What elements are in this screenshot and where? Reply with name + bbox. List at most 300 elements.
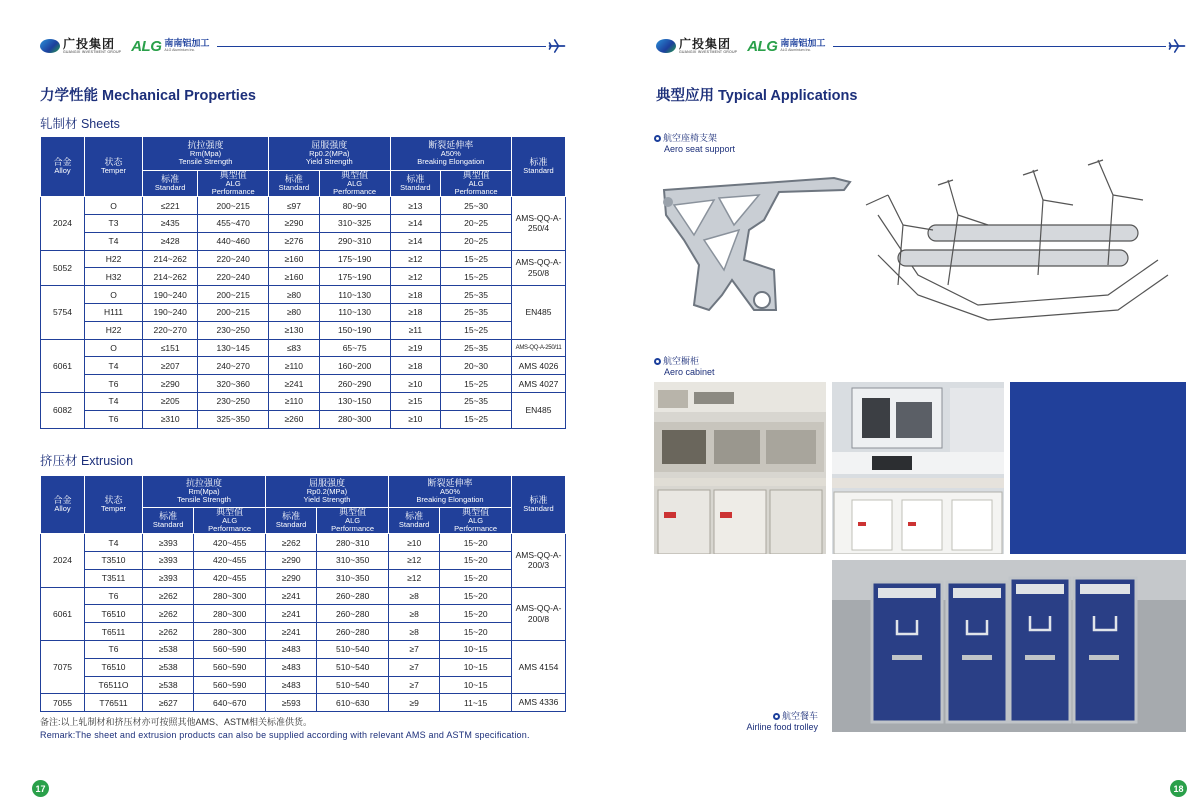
standard-cell: AMS 4336 <box>512 694 566 712</box>
performance-subheader-brand: ALG <box>225 179 241 189</box>
table-row <box>41 232 566 250</box>
elongation-standard-cell: ≥15 <box>390 392 441 410</box>
elongation-standard-cell: ≥18 <box>390 303 441 321</box>
yield-standard-cell: ≥110 <box>269 392 320 410</box>
group-logo <box>40 38 121 55</box>
yield-standard-cell: ≥593 <box>265 694 316 712</box>
elongation-standard-cell: ≥8 <box>388 605 439 623</box>
alloy-header-en: Alloy <box>54 504 71 514</box>
elongation-performance-cell: 15~25 <box>441 321 512 339</box>
food-trolley-cn: 航空餐车 <box>781 711 818 721</box>
elongation-performance-cell: 25~35 <box>441 303 512 321</box>
temper-cell: H32 <box>85 268 143 286</box>
standard-subheader-cn: 标准 <box>284 173 303 184</box>
seat-frame-drawing-image <box>858 155 1188 325</box>
performance-subheader-cn: 典型值 <box>219 170 247 180</box>
alloy-cell: 5052 <box>41 250 85 286</box>
yield-performance-cell: 260~280 <box>317 605 389 623</box>
yield-performance-cell: 110~130 <box>319 286 390 304</box>
page-number: 18 <box>1170 780 1187 797</box>
tensile-performance-cell: 420~455 <box>194 551 266 569</box>
tensile-performance-cell: 130~145 <box>198 339 269 357</box>
tensile-performance-cell: 230~250 <box>198 392 269 410</box>
elongation-header-unit: A50% <box>439 487 460 497</box>
table-row <box>41 551 566 569</box>
standard-header <box>512 137 566 197</box>
galley-photo-1 <box>654 382 826 554</box>
standard-subheader-cn: 标准 <box>161 173 180 184</box>
table-row <box>41 534 566 552</box>
elongation-standard-cell: ≥11 <box>390 321 441 339</box>
performance-subheader-brand: ALG <box>345 516 361 526</box>
temper-cell: T6511O <box>85 676 143 694</box>
elongation-performance-cell: 11~15 <box>440 694 512 712</box>
standard-subheader-en: Standard <box>400 183 431 193</box>
elongation-standard-cell: ≥13 <box>390 197 441 215</box>
remark-en: Remark:The sheet and extrusion products can also be supplied according with relevant AMS and ASTM specification. <box>40 730 530 741</box>
remark-note <box>40 716 530 742</box>
standard-subheader-en: Standard <box>398 520 430 530</box>
performance-subheader-brand: ALG <box>468 179 484 189</box>
performance-subheader <box>319 171 390 197</box>
standard-subheader-cn: 标准 <box>406 173 425 184</box>
airplane-icon <box>1168 37 1186 55</box>
tensile-performance-cell: 440~460 <box>198 232 269 250</box>
temper-header-cn: 状态 <box>104 156 123 167</box>
temper-cell: T6 <box>85 375 143 393</box>
temper-cell: T3510 <box>85 551 143 569</box>
tensile-performance-cell: 220~240 <box>198 250 269 268</box>
aero-cabinet-cn: 航空橱柜 <box>663 356 700 366</box>
yield-standard-cell: ≥262 <box>265 534 316 552</box>
standard-cell: AMS 4026 <box>512 357 566 375</box>
sheets-table <box>40 136 566 429</box>
performance-subheader-en: Performance <box>454 187 498 197</box>
elongation-performance-cell: 20~30 <box>441 357 512 375</box>
seat-support-en: Aero seat support <box>664 144 736 155</box>
yield-standard-cell: ≥160 <box>269 250 320 268</box>
group-logo-cn: 广投集团 <box>679 36 732 51</box>
performance-subheader-en: Performance <box>208 524 252 534</box>
standard-subheader <box>269 171 320 197</box>
elongation-standard-cell: ≥7 <box>388 640 439 658</box>
tensile-performance-cell: 280~300 <box>194 623 266 641</box>
tensile-performance-cell: 420~455 <box>194 534 266 552</box>
alloy-cell: 2024 <box>41 197 85 250</box>
tensile-standard-cell: ≥205 <box>143 392 198 410</box>
temper-header-cn: 状态 <box>104 494 123 505</box>
standard-subheader-en: Standard <box>152 520 184 530</box>
elongation-performance-cell: 10~15 <box>440 658 512 676</box>
tensile-standard-cell: ≥538 <box>143 640 194 658</box>
alg-logo-cn: 南南铝加工 <box>164 38 210 49</box>
yield-performance-cell: 310~350 <box>317 551 389 569</box>
standard-subheader-en: Standard <box>275 520 307 530</box>
elongation-header <box>390 137 511 171</box>
standard-subheader <box>388 508 439 534</box>
tensile-performance-cell: 280~300 <box>194 587 266 605</box>
yield-header-cn: 屈服强度 <box>311 139 348 150</box>
yield-performance-cell: 310~325 <box>319 214 390 232</box>
standard-header-en: Standard <box>523 166 554 176</box>
header-rule <box>833 46 1166 47</box>
elongation-standard-cell: ≥8 <box>388 587 439 605</box>
table-row <box>41 587 566 605</box>
elongation-performance-cell: 25~35 <box>441 339 512 357</box>
yield-header-cn: 屈服强度 <box>308 477 345 488</box>
aero-cabinet-label <box>654 356 715 379</box>
alg-logo <box>131 38 209 55</box>
elongation-performance-cell: 15~20 <box>440 534 512 552</box>
table-row <box>41 658 566 676</box>
tensile-performance-cell: 560~590 <box>194 658 266 676</box>
yield-performance-cell: 260~280 <box>317 623 389 641</box>
elongation-standard-cell: ≥7 <box>388 676 439 694</box>
table-row <box>41 569 566 587</box>
group-logo-cn: 广投集团 <box>63 36 116 51</box>
temper-cell: T6 <box>85 640 143 658</box>
standard-cell: AMS-QQ-A-200/8 <box>512 587 566 640</box>
table-row <box>41 303 566 321</box>
performance-subheader <box>441 171 512 197</box>
extrusion-title: 挤压材 Extrusion <box>40 454 134 468</box>
elongation-performance-cell: 15~25 <box>441 375 512 393</box>
temper-cell: T76511 <box>85 694 143 712</box>
group-logo-icon <box>656 39 676 53</box>
yield-standard-cell: ≥290 <box>265 551 316 569</box>
seat-support-label <box>654 133 735 156</box>
standard-subheader <box>265 508 316 534</box>
performance-subheader-en: Performance <box>333 187 377 197</box>
yield-performance-cell: 310~350 <box>317 569 389 587</box>
standard-subheader-en: Standard <box>154 183 186 193</box>
yield-standard-cell: ≥241 <box>265 605 316 623</box>
table-row <box>41 392 566 410</box>
alg-logo-cn: 南南铝加工 <box>780 38 826 49</box>
temper-cell: O <box>85 286 143 304</box>
performance-subheader-cn: 典型值 <box>339 507 367 517</box>
standard-subheader-cn: 标准 <box>159 510 178 521</box>
yield-header-en: Yield Strength <box>305 157 353 167</box>
bullet-icon <box>773 713 780 720</box>
temper-cell: O <box>85 339 143 357</box>
alloy-cell: 7055 <box>41 694 85 712</box>
page-header <box>656 34 1186 58</box>
tensile-performance-cell: 280~300 <box>194 605 266 623</box>
elongation-standard-cell: ≥12 <box>390 268 441 286</box>
temper-cell: T4 <box>85 232 143 250</box>
temper-cell: H22 <box>85 250 143 268</box>
elongation-standard-cell: ≥10 <box>390 410 441 428</box>
yield-performance-cell: 110~130 <box>319 303 390 321</box>
yield-standard-cell: ≥290 <box>265 569 316 587</box>
group-logo-icon <box>40 39 60 53</box>
table-row <box>41 321 566 339</box>
tensile-standard-cell: ≥393 <box>143 569 194 587</box>
elongation-performance-cell: 15~25 <box>441 250 512 268</box>
standard-subheader-en: Standard <box>278 183 310 193</box>
elongation-performance-cell: 20~25 <box>441 214 512 232</box>
food-trolley-en: Airline food trolley <box>746 722 818 733</box>
tensile-standard-cell: ≥262 <box>143 623 194 641</box>
tensile-performance-cell: 320~360 <box>198 375 269 393</box>
yield-performance-cell: 130~150 <box>319 392 390 410</box>
alloy-cell: 6082 <box>41 392 85 428</box>
tensile-standard-cell: ≥393 <box>143 534 194 552</box>
yield-performance-cell: 175~190 <box>319 268 390 286</box>
yield-header-en: Yield Strength <box>303 495 351 505</box>
table-row <box>41 623 566 641</box>
food-trolley-label <box>710 711 818 734</box>
yield-performance-cell: 80~90 <box>319 197 390 215</box>
yield-standard-cell: ≥241 <box>265 623 316 641</box>
tensile-header <box>143 476 266 508</box>
standard-subheader <box>143 171 198 197</box>
tensile-performance-cell: 420~455 <box>194 569 266 587</box>
table-row <box>41 214 566 232</box>
tensile-performance-cell: 220~240 <box>198 268 269 286</box>
table-row <box>41 357 566 375</box>
performance-subheader-brand: ALG <box>347 179 363 189</box>
yield-standard-cell: ≤83 <box>269 339 320 357</box>
seat-support-bracket-image <box>654 160 854 320</box>
table-row <box>41 339 566 357</box>
elongation-performance-cell: 15~25 <box>441 410 512 428</box>
elongation-performance-cell: 25~30 <box>441 197 512 215</box>
tensile-performance-cell: 200~215 <box>198 286 269 304</box>
standard-cell: AMS-QQ-A-250/11 <box>512 339 566 357</box>
page-number: 17 <box>32 780 49 797</box>
elongation-standard-cell: ≥9 <box>388 694 439 712</box>
standard-cell: AMS 4154 <box>512 640 566 693</box>
accent-blue-panel <box>1010 382 1186 554</box>
alg-logo-en: ALG Aluminium Inc. <box>780 48 812 53</box>
standard-subheader <box>390 171 441 197</box>
alloy-header <box>41 476 85 534</box>
tensile-standard-cell: ≥310 <box>143 410 198 428</box>
tensile-standard-cell: ≥290 <box>143 375 198 393</box>
tensile-standard-cell: ≥538 <box>143 658 194 676</box>
right-page <box>600 0 1200 800</box>
standard-header-en: Standard <box>523 504 554 514</box>
tensile-standard-cell: ≥393 <box>143 551 194 569</box>
alg-logo-text: ALG <box>747 37 778 55</box>
sheets-title: 轧制材 Sheets <box>40 117 120 131</box>
performance-subheader-cn: 典型值 <box>462 170 490 180</box>
table-row <box>41 197 566 215</box>
bullet-icon <box>654 135 661 142</box>
tensile-standard-cell: ≤151 <box>143 339 198 357</box>
standard-cell: AMS-QQ-A-200/3 <box>512 534 566 587</box>
group-logo-en: GUANGXI INVESTMENT GROUP <box>679 49 738 54</box>
yield-standard-cell: ≥80 <box>269 303 320 321</box>
alloy-header-cn: 合金 <box>53 494 72 505</box>
tensile-performance-cell: 560~590 <box>194 640 266 658</box>
tensile-standard-cell: 220~270 <box>143 321 198 339</box>
yield-performance-cell: 160~200 <box>319 357 390 375</box>
remark-cn: 备注:以上轧制材和挤压材亦可按照其他AMS、ASTM相关标准供货。 <box>40 717 313 727</box>
temper-header <box>85 476 143 534</box>
performance-subheader-cn: 典型值 <box>216 507 244 517</box>
tensile-standard-cell: 190~240 <box>143 303 198 321</box>
alloy-header-en: Alloy <box>54 166 71 176</box>
alloy-cell: 2024 <box>41 534 85 587</box>
temper-cell: T3511 <box>85 569 143 587</box>
tensile-standard-cell: 214~262 <box>143 250 198 268</box>
yield-standard-cell: ≥110 <box>269 357 320 375</box>
elongation-performance-cell: 25~35 <box>441 286 512 304</box>
temper-cell: O <box>85 197 143 215</box>
yield-standard-cell: ≥241 <box>269 375 320 393</box>
temper-header-en: Temper <box>100 504 126 514</box>
elongation-header <box>388 476 511 508</box>
elongation-standard-cell: ≥8 <box>388 623 439 641</box>
performance-subheader-brand: ALG <box>222 516 238 526</box>
yield-performance-cell: 260~280 <box>317 587 389 605</box>
tensile-header-unit: Rm(Mpa) <box>189 149 222 159</box>
table-row <box>41 676 566 694</box>
tensile-standard-cell: ≥262 <box>143 587 194 605</box>
yield-standard-cell: ≥276 <box>269 232 320 250</box>
table-row <box>41 375 566 393</box>
temper-cell: T6510 <box>85 658 143 676</box>
yield-standard-cell: ≥290 <box>269 214 320 232</box>
tensile-header-cn: 抗拉强度 <box>187 139 224 150</box>
elongation-header-en: Breaking Elongation <box>417 157 485 167</box>
yield-standard-cell: ≥241 <box>265 587 316 605</box>
tensile-standard-cell: ≥538 <box>143 676 194 694</box>
group-logo-en: GUANGXI INVESTMENT GROUP <box>63 49 122 54</box>
aero-cabinet-en: Aero cabinet <box>664 367 715 378</box>
alloy-header <box>41 137 85 197</box>
standard-header <box>512 476 566 534</box>
yield-performance-cell: 290~310 <box>319 232 390 250</box>
alloy-cell: 7075 <box>41 640 85 693</box>
standard-cell: EN485 <box>512 392 566 428</box>
temper-cell: T6 <box>85 587 143 605</box>
tensile-standard-cell: ≥435 <box>143 214 198 232</box>
elongation-standard-cell: ≥10 <box>390 375 441 393</box>
performance-subheader <box>440 508 512 534</box>
temper-cell: T4 <box>85 392 143 410</box>
yield-performance-cell: 280~300 <box>319 410 390 428</box>
alloy-cell: 6061 <box>41 587 85 640</box>
page-header <box>40 34 566 58</box>
tensile-header-cn: 抗拉强度 <box>185 477 222 488</box>
standard-subheader-cn: 标准 <box>405 510 424 521</box>
yield-performance-cell: 510~540 <box>317 658 389 676</box>
mechanical-properties-title: 力学性能 Mechanical Properties <box>40 88 256 104</box>
table-row <box>41 694 566 712</box>
typical-applications-title: 典型应用 Typical Applications <box>656 88 858 104</box>
yield-header <box>265 476 388 508</box>
yield-performance-cell: 175~190 <box>319 250 390 268</box>
standard-header-cn: 标准 <box>529 494 548 505</box>
performance-subheader-en: Performance <box>454 524 498 534</box>
elongation-performance-cell: 15~25 <box>441 268 512 286</box>
tensile-performance-cell: 200~215 <box>198 303 269 321</box>
temper-header <box>85 137 143 197</box>
yield-performance-cell: 65~75 <box>319 339 390 357</box>
elongation-header-cn: 断裂延伸率 <box>428 139 474 150</box>
temper-cell: T6511 <box>85 623 143 641</box>
yield-performance-cell: 510~540 <box>317 676 389 694</box>
tensile-header-en: Tensile Strength <box>178 157 233 167</box>
tensile-performance-cell: 325~350 <box>198 410 269 428</box>
temper-cell: H111 <box>85 303 143 321</box>
elongation-standard-cell: ≥7 <box>388 658 439 676</box>
yield-performance-cell: 280~310 <box>317 534 389 552</box>
tensile-header <box>143 137 269 171</box>
yield-performance-cell: 510~540 <box>317 640 389 658</box>
performance-subheader-en: Performance <box>331 524 375 534</box>
performance-subheader-cn: 典型值 <box>462 507 490 517</box>
standard-subheader-cn: 标准 <box>282 510 301 521</box>
alg-logo-en: ALG Aluminium Inc. <box>164 48 196 53</box>
temper-cell: T4 <box>85 357 143 375</box>
tensile-standard-cell: 214~262 <box>143 268 198 286</box>
alg-logo <box>747 38 825 55</box>
tensile-standard-cell: ≥262 <box>143 605 194 623</box>
tensile-performance-cell: 640~670 <box>194 694 266 712</box>
table-row <box>41 286 566 304</box>
tensile-standard-cell: ≥207 <box>143 357 198 375</box>
yield-standard-cell: ≤97 <box>269 197 320 215</box>
elongation-performance-cell: 15~20 <box>440 605 512 623</box>
performance-subheader <box>317 508 389 534</box>
temper-cell: T4 <box>85 534 143 552</box>
yield-header <box>269 137 390 171</box>
elongation-performance-cell: 25~35 <box>441 392 512 410</box>
yield-standard-cell: ≥483 <box>265 640 316 658</box>
elongation-standard-cell: ≥18 <box>390 286 441 304</box>
elongation-standard-cell: ≥18 <box>390 357 441 375</box>
elongation-standard-cell: ≥14 <box>390 214 441 232</box>
yield-standard-cell: ≥130 <box>269 321 320 339</box>
elongation-performance-cell: 15~20 <box>440 551 512 569</box>
yield-standard-cell: ≥483 <box>265 676 316 694</box>
elongation-performance-cell: 15~20 <box>440 587 512 605</box>
elongation-performance-cell: 15~20 <box>440 569 512 587</box>
tensile-performance-cell: 455~470 <box>198 214 269 232</box>
galley-photo-2 <box>832 382 1004 554</box>
alloy-cell: 6061 <box>41 339 85 392</box>
table-row <box>41 250 566 268</box>
yield-standard-cell: ≥160 <box>269 268 320 286</box>
tensile-standard-cell: ≤221 <box>143 197 198 215</box>
tensile-performance-cell: 240~270 <box>198 357 269 375</box>
bullet-icon <box>654 358 661 365</box>
standard-cell: AMS-QQ-A-250/8 <box>512 250 566 286</box>
tensile-standard-cell: ≥428 <box>143 232 198 250</box>
extrusion-table <box>40 475 566 712</box>
yield-performance-cell: 610~630 <box>317 694 389 712</box>
standard-header-cn: 标准 <box>529 156 548 167</box>
airplane-icon <box>548 37 566 55</box>
elongation-standard-cell: ≥12 <box>388 569 439 587</box>
temper-header-en: Temper <box>100 166 126 176</box>
yield-performance-cell: 260~290 <box>319 375 390 393</box>
standard-cell: EN485 <box>512 286 566 339</box>
tensile-standard-cell: ≥627 <box>143 694 194 712</box>
alloy-header-cn: 合金 <box>53 156 72 167</box>
performance-subheader <box>198 171 269 197</box>
elongation-header-unit: A50% <box>440 149 461 159</box>
performance-subheader-en: Performance <box>211 187 255 197</box>
temper-cell: T6510 <box>85 605 143 623</box>
table-row <box>41 605 566 623</box>
yield-header-unit: Rp0.2(MPa) <box>306 487 348 497</box>
